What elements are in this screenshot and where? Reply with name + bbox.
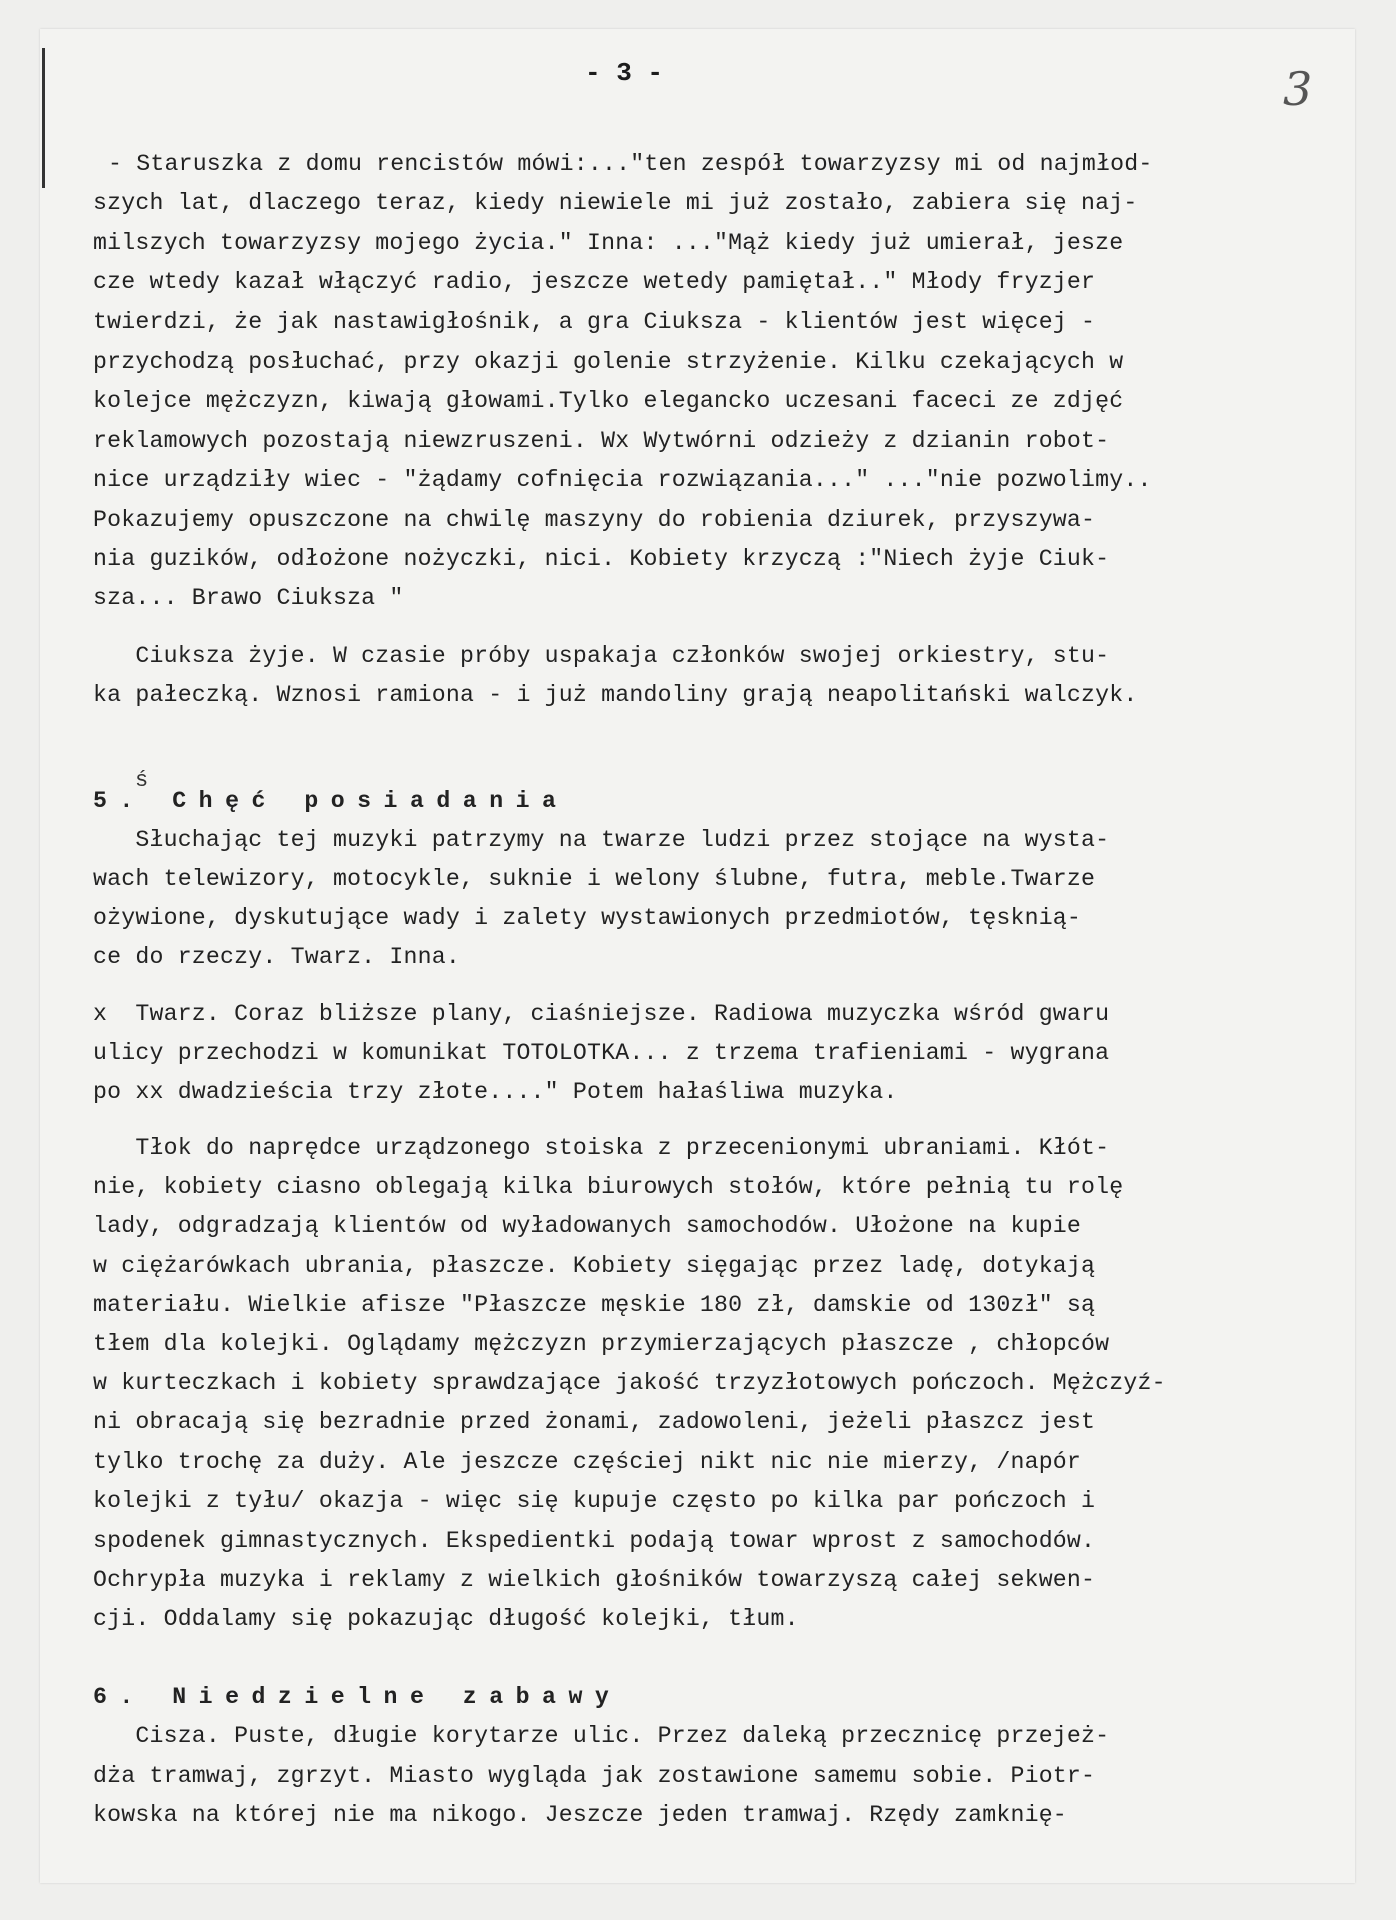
text-line: kolejce mężczyzn, kiwają głowami.Tylko elegancko uczesani faceci ze zdjęć [93, 388, 1124, 414]
text-line: Pokazujemy opuszczone na chwilę maszyny do robienia dziurek, przyszywa- [93, 507, 1096, 533]
text-line: milszych towarzyzsy mojego życia." Inna: ..."Mąż kiedy już umierał, jesze [93, 230, 1124, 256]
text-line: cji. Oddalamy się pokazując długość kolejki, tłum. [93, 1606, 799, 1632]
text-line: wach telewizory, motocykle, suknie i welony ślubne, futra, meble.Twarze [93, 866, 1096, 892]
text-line: Cisza. Puste, długie korytarze ulic. Przez daleką przecznicę przejeż- [93, 1723, 1110, 1749]
text-line: Tłok do naprędce urządzonego stoiska z przecenionymi ubraniami. Kłót- [93, 1135, 1110, 1161]
text-line: nie, kobiety ciasno oblegają kilka biurowych stołów, które pełnią tu rolę [93, 1174, 1124, 1200]
text-line: cze wtedy kazał włączyć radio, jeszcze wetedy pamiętał.." Młody fryzjer [93, 269, 1096, 295]
text-line: nice urządziły wiec - "żądamy cofnięcia rozwiązania..." ..."nie pozwolimy.. [93, 467, 1152, 493]
text-line: Słuchając tej muzyki patrzymy na twarze ludzi przez stojące na wysta- [93, 827, 1110, 853]
text-line: kowska na której nie ma nikogo. Jeszcze jeden tramwaj. Rzędy zamknię- [93, 1802, 1067, 1828]
text-line: ni obracają się bezradnie przed żonami, zadowoleni, jeżeli płaszcz jest [93, 1409, 1096, 1435]
text-line: materiału. Wielkie afisze "Płaszcze męskie 180 zł, damskie od 130zł" są [93, 1292, 1096, 1318]
text-line: Ciuksza żyje. W czasie próby uspakaja członków swojej orkiestry, stu- [93, 643, 1110, 669]
text-line: ożywione, dyskutujące wady i zalety wystawionych przedmiotów, tęsknią- [93, 905, 1082, 931]
section-heading: 6. Niedzielne zabawy [93, 1684, 622, 1710]
handwritten-page-number: 3 [1283, 62, 1313, 116]
text-line: spodenek gimnastycznych. Ekspedientki podają towar wprost z samochodów. [93, 1528, 1096, 1554]
text-line: kolejki z tyłu/ okazja - więc się kupuje często po kilka par pończoch i [93, 1488, 1096, 1514]
text-line: ce do rzeczy. Twarz. Inna. [93, 944, 460, 970]
text-line: tłem dla kolejki. Oglądamy mężczyzn przymierzających płaszcze , chłopców [93, 1331, 1110, 1357]
text-line: ulicy przechodzi w komunikat TOTOLOTKA... z trzema trafieniami - wygrana [93, 1040, 1110, 1066]
text-line: po xx dwadzieścia trzy złote...." Potem hałaśliwa muzyka. [93, 1079, 898, 1105]
text-line: ka pałeczką. Wznosi ramiona - i już mandoliny grają neapolitański walczyk. [93, 682, 1138, 708]
left-margin-bar [42, 48, 45, 188]
text-line: szych lat, dlaczego teraz, kiedy niewiele mi już zostało, zabiera się naj- [93, 190, 1138, 216]
text-line: w kurteczkach i kobiety sprawdzające jakość trzyzłotowych pończoch. Mężczyź- [93, 1370, 1166, 1396]
text-line: dża tramwaj, zgrzyt. Miasto wygląda jak zostawione samemu sobie. Piotr- [93, 1763, 1096, 1789]
text-line: lady, odgradzają klientów od wyładowanych samochodów. Ułożone na kupie [93, 1213, 1082, 1239]
text-line: Ochrypła muzyka i reklamy z wielkich głośników towarzyszą całej sekwen- [93, 1567, 1096, 1593]
text-line: tylko trochę za duży. Ale jeszcze częściej nikt nic nie mierzy, /napór [93, 1449, 1082, 1475]
section-heading: 5. Chęć posiadania [93, 788, 569, 814]
text-line: - Staruszka z domu rencistów mówi:..."ten zespół towarzyzsy mi od najmłod- [108, 151, 1153, 177]
stray-typed-mark: ś [135, 768, 149, 793]
text-line: nia guzików, odłożone nożyczki, nici. Kobiety krzyczą :"Niech żyje Ciuk- [93, 546, 1110, 572]
text-line: sza... Brawo Ciuksza " [93, 585, 404, 611]
text-line: twierdzi, że jak nastawigłośnik, a gra Ciuksza - klientów jest więcej - [93, 309, 1096, 335]
text-line: reklamowych pozostają niewzruszeni. Wx Wytwórni odzieży z dzianin robot- [93, 428, 1110, 454]
text-line: x Twarz. Coraz bliższe plany, ciaśniejsze. Radiowa muzyczka wśród gwaru [93, 1001, 1110, 1027]
text-line: przychodzą posłuchać, przy okazji golenie strzyżenie. Kilku czekających w [93, 349, 1124, 375]
page-number: - 3 - [585, 58, 664, 88]
text-line: w ciężarówkach ubrania, płaszcze. Kobiety sięgając przez ladę, dotykają [93, 1253, 1096, 1279]
